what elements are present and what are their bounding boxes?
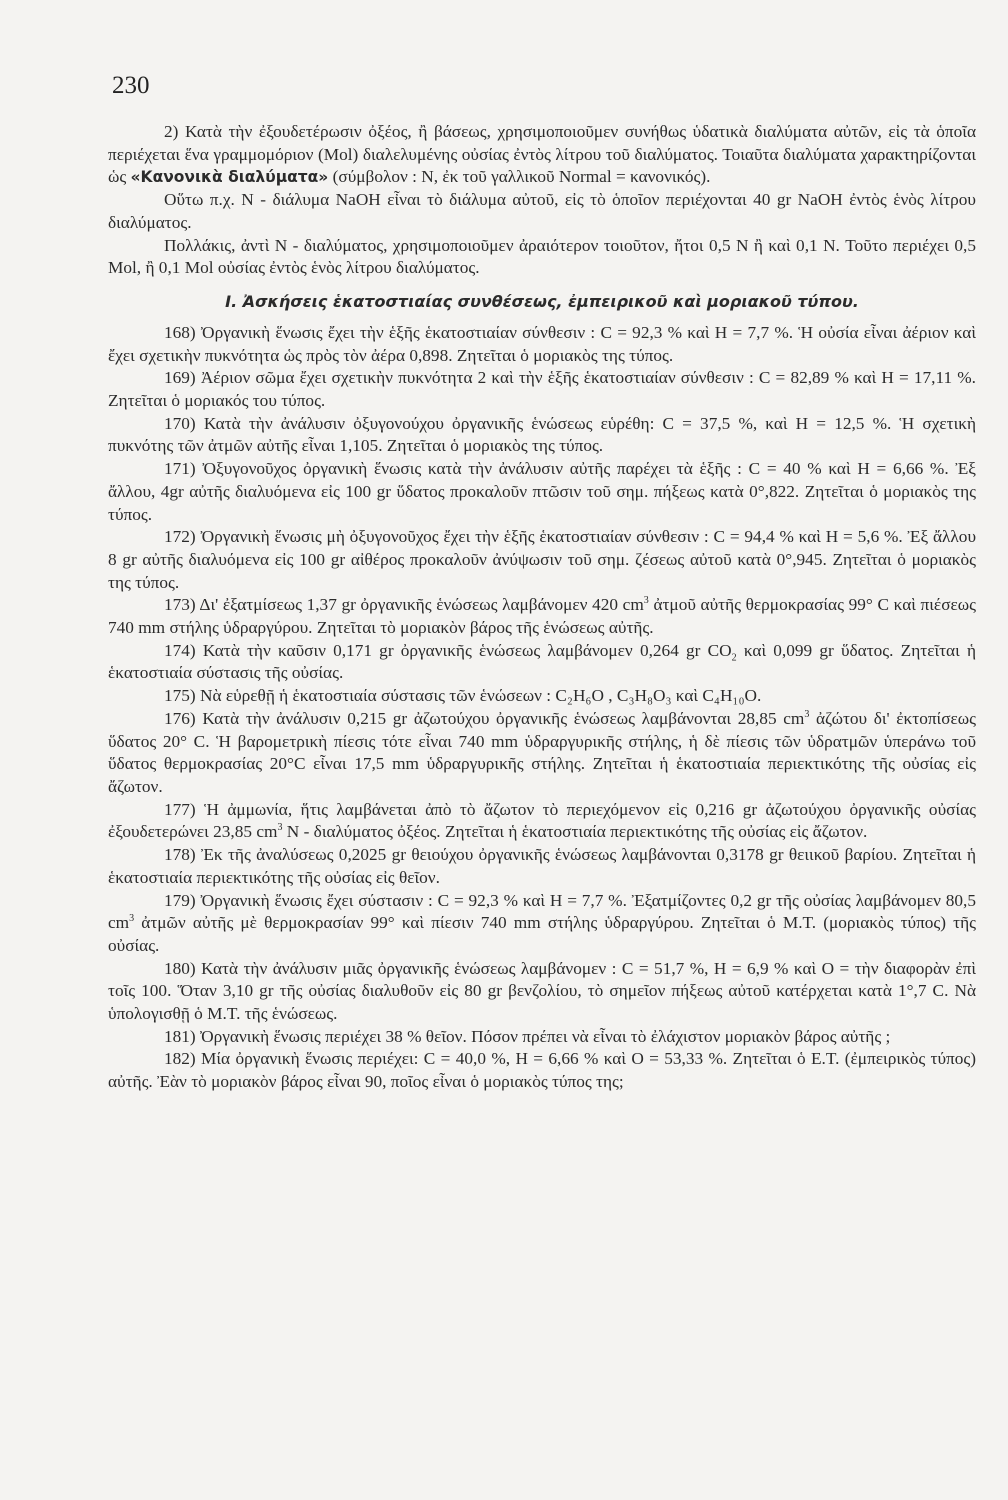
exercise-171: 171) Ὀξυγονοῦχος ὀργανικὴ ἕνωσις κατὰ τὴν ἀνάλυσιν αὐτῆς παρέχει τὰ ἑξῆς : C = 40 % καὶ H = 6,66 %. Ἐξ ἄλλου, 4gr αὐτῆς διαλυόμενα εἰς 100 gr ὕδατος προκαλοῦν πτῶσιν τοῦ σημ. πήξεως κατὰ 0°,822. Ζητεῖται ὁ μοριακὸς της τύπος.: [108, 459, 976, 524]
text-span: 2) Κατὰ τὴν ἐξουδετέρωσιν ὀξέος, ἢ βάσεως, χρησιμοποιοῦμεν συνήθως ὑδατικὰ διαλύματα αὐτῶν, εἰς τὰ ὁποῖα περιέχεται ἕνα γραμμομόριον (Mol) διαλελυμένης οὐσίας ἐντὸς λίτρου τοῦ διαλύματος. Τοιαῦτα διαλύματα χαρακτηρίζονται ὡς: [108, 122, 976, 187]
exercise-182: 182) Μία ὀργανικὴ ἕνωσις περιέχει: C = 40,0 %, H = 6,66 % καὶ O = 53,33 %. Ζητεῖται ὁ Ε.Τ. (ἐμπειρικὸς τύπος) αὐτῆς. Ἐὰν τὸ μοριακὸν βάρος εἶναι 90, ποῖος εἶναι ὁ μοριακὸς τύπος της;: [108, 1049, 976, 1092]
text-span: καὶ: [671, 686, 703, 706]
superscript: 3: [277, 822, 283, 834]
exercise-179: [108, 890, 976, 958]
exercise-173: [108, 594, 976, 639]
page-body: [108, 121, 976, 1094]
paragraph-dilute: Πολλάκις, ἀντὶ N - διαλύματος, χρησιμοποιοῦμεν ἀραιότερον τοιοῦτον, ἤτοι 0,5 N ἢ καὶ 0,1 N. Τοῦτο περιέχει 0,5 Mol, ἢ 0,1 Mol οὐσίας ἐντὸς ἑνὸς λίτρου διαλύματος.: [108, 235, 976, 278]
text-span: ,: [603, 686, 617, 706]
text-span: ἀτμῶν αὐτῆς μὲ θερμοκρασίαν 99° καὶ πίεσιν 740 mm στήλης ὑδραργύρου. Ζητεῖται ὁ Μ.Τ. (μοριακὸς τύπος) τῆς οὐσίας.: [108, 913, 976, 955]
text-span: 174) Κατὰ τὴν καῦσιν 0,171 gr ὀργανικῆς ἑνώσεως λαμβάνομεν 0,264 gr CO: [164, 640, 732, 660]
exercise-175: [108, 685, 976, 708]
superscript: 3: [643, 595, 649, 607]
text-span: καὶ 0,099 gr ὕδατος. Ζητεῖται ἡ ἑκατοστιαία σύστασις τῆς οὐσίας.: [108, 640, 976, 683]
exercise-170: 170) Κατὰ τὴν ἀνάλυσιν ὀξυγονούχου ὀργανικῆς ἑνώσεως εὑρέθη: C = 37,5 %, καὶ H = 12,5 %. Ἡ σχετικὴ πυκνότης τῶν ἀτμῶν αὐτῆς εἶναι 1,105. Ζητεῖται ὁ μοριακὸς της τύπος.: [108, 413, 976, 456]
text-span: (σύμβολον : N, ἐκ τοῦ γαλλικοῦ Normal = κανονικός).: [328, 167, 711, 187]
exercise-174: [108, 640, 976, 685]
exercise-168: 168) Ὀργανικὴ ἕνωσις ἔχει τὴν ἑξῆς ἑκατοστιαίαν σύνθεσιν : C = 92,3 % καὶ H = 7,7 %. Ἡ οὐσία εἶναι ἀέριον καὶ ἔχει σχετικὴν πυκνότητα ὡς πρὸς τὸν ἀέρα 0,898. Ζητεῖται ὁ μοριακὸς της τύπος.: [108, 322, 976, 365]
text-span: ἀτμοῦ αὐτῆς θερμοκρασίας 99° C καὶ πιέσεως 740 mm στήλης ὑδραργύρου. Ζητεῖται τὸ μοριακὸν βάρος τῆς ἑνώσεως αὐτῆς.: [108, 595, 976, 638]
paragraph-normal-solutions: [108, 121, 976, 189]
text-span: 177) Ἡ ἀμμωνία, ἥτις λαμβάνεται ἀπὸ τὸ ἄζωτον τὸ περιεχόμενον εἰς 0,216 gr ἀζωτούχου ὀργανικῆς οὐσίας ἐξουδετερώνει 23,85 cm: [108, 799, 976, 842]
exercise-181: 181) Ὀργανικὴ ἕνωσις περιέχει 38 % θεῖον. Πόσον πρέπει νὰ εἶναι τὸ ἐλάχιστον μοριακὸν βάρος αὐτῆς ;: [164, 1026, 891, 1046]
superscript: 3: [804, 709, 810, 721]
subscript: 2: [731, 652, 737, 664]
exercise-178: 178) Ἐκ τῆς ἀναλύσεως 0,2025 gr θειούχου ὀργανικῆς ἑνώσεως λαμβάνονται 0,3178 gr θειικοῦ βαρίου. Ζητεῖται ἡ ἑκατοστιαία περιεκτικότης τῆς οὐσίας εἰς θεῖον.: [108, 845, 976, 887]
text-span: 175) Νὰ εὑρεθῇ ἡ ἑκατοστιαία σύστασις τῶν ἑνώσεων :: [164, 686, 556, 706]
exercise-180: 180) Κατὰ τὴν ἀνάλυσιν μιᾶς ὀργανικῆς ἑνώσεως λαμβάνομεν : C = 51,7 %, H = 6,9 % καὶ O = τὴν διαφορὰν ἐπὶ τοῖς 100. Ὅταν 3,10 gr τῆς οὐσίας διαλυθοῦν εἰς 80 gr βενζολίου, τὸ σημεῖον πήξεως αὐτοῦ κατέρχεται κατὰ 1°,7 C. Νὰ ὑπολογισθῇ ὁ Μ.Τ. τῆς ἑνώσεως.: [108, 958, 976, 1024]
exercise-176: [108, 708, 976, 799]
paragraph-example: Οὕτω π.χ. N - διάλυμα NaOH εἶναι τὸ διάλυμα αὐτοῦ, εἰς τὸ ὁποῖον περιέχονται 40 gr NaOH ἐντὸς ἑνὸς λίτρου διαλύματος.: [108, 190, 976, 232]
superscript: 3: [129, 913, 135, 925]
page-number: 230: [112, 72, 150, 99]
bold-term: «Κανονικὰ διαλύματα»: [130, 168, 329, 187]
exercise-177: [108, 799, 976, 844]
exercise-172: 172) Ὀργανικὴ ἕνωσις μὴ ὀξυγονοῦχος ἔχει τὴν ἑξῆς ἑκατοστιαίαν σύνθεσιν : C = 94,4 % καὶ H = 5,6 %. Ἐξ ἄλλου 8 gr αὐτῆς διαλυόμενα εἰς 100 gr αἰθέρος προκαλοῦν ἀνύψωσιν τοῦ σημ. ζέσεως αὐτοῦ κατὰ 0°,945. Ζητεῖται ὁ μοριακὸς της τύπος.: [108, 527, 976, 592]
formula: C₄H₁₀O: [702, 686, 757, 706]
text-span: N - διαλύματος ὀξέος. Ζητεῖται ἡ ἑκατοστιαία περιεκτικότης τῆς οὐσίας εἰς ἄζωτον.: [282, 822, 868, 842]
formula: C₃H₈O₃: [616, 686, 672, 706]
formula: C₂H₆O: [555, 686, 604, 706]
section-heading: I. Ἀσκήσεις ἑκατοστιαίας συνθέσεως, ἐμπειρικοῦ καὶ μοριακοῦ τύπου.: [225, 291, 859, 311]
text-span: 173) Δι' ἐξατμίσεως 1,37 gr ὀργανικῆς ἑνώσεως λαμβάνομεν 420 cm: [164, 595, 644, 615]
text-span: .: [756, 686, 762, 706]
text-span: ἀζώτου δι' ἐκτοπίσεως ὕδατος 20° C. Ἡ βαρομετρικὴ πίεσις τότε εἶναι 740 mm ὑδραργυρικῆς στήλης, ἡ δὲ πίεσις τῶν ὑδρατμῶν ὑπεράνω τοῦ ὕδατος θερμοκρασίας 20°C εἶναι 17,5 mm ὑδραργυρικῆς στήλης. Ζητεῖται ἡ ἑκατοστιαία περιεκτικότης τῆς οὐσίας εἰς ἄζωτον.: [108, 708, 976, 796]
text-span: 179) Ὀργανικὴ ἕνωσις ἔχει σύστασιν : C = 92,3 % καὶ H = 7,7 %. Ἐξατμίζοντες 0,2 gr τῆς οὐσίας λαμβάνομεν 80,5 cm: [108, 890, 976, 933]
text-span: 176) Κατὰ τὴν ἀνάλυσιν 0,215 gr ἀζωτούχου ὀργανικῆς ἑνώσεως λαμβάνονται 28,85 cm: [164, 708, 805, 728]
exercise-169: 169) Ἀέριον σῶμα ἔχει σχετικὴν πυκνότητα 2 καὶ τὴν ἑξῆς ἑκατοστιαίαν σύνθεσιν : C = 82,89 % καὶ H = 17,11 %. Ζητεῖται ὁ μοριακός του τύπος.: [108, 368, 976, 411]
